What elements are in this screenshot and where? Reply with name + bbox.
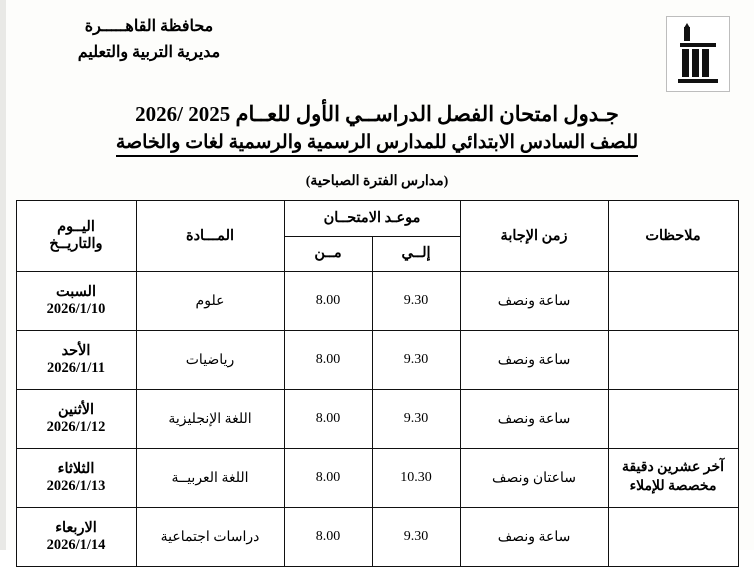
table-header-row-1 (16, 201, 738, 237)
cell-subject: اللغة العربيــة (136, 449, 284, 508)
header-authority (24, 14, 274, 67)
header-answer-time: زمن الإجابة (460, 201, 608, 272)
cell-day: الاربعاء (55, 520, 97, 536)
header-day-date (16, 201, 136, 272)
cell-to: 9.30 (372, 331, 460, 390)
cell-notes (608, 508, 738, 567)
cell-answer-time: ساعة ونصف (460, 331, 608, 390)
cell-subject: اللغة الإنجليزية (136, 390, 284, 449)
title-line-2: للصف السادس الابتدائي للمدارس الرسمية والرسمية لغات والخاصة (116, 131, 638, 157)
cell-day: الثلاثاء (57, 461, 95, 477)
exam-schedule-table (16, 200, 739, 567)
cell-from: 8.00 (284, 449, 372, 508)
cell-date: 2026/1/11 (46, 360, 105, 376)
cell-from: 8.00 (284, 508, 372, 567)
cell-date: 2026/1/12 (46, 419, 106, 435)
cell-day: السبت (56, 284, 96, 300)
cell-from: 8.00 (284, 390, 372, 449)
cell-notes (608, 331, 738, 390)
cell-answer-time: ساعة ونصف (460, 508, 608, 567)
cell-day-date (16, 508, 136, 567)
table-body (16, 272, 738, 567)
document-header (0, 0, 754, 92)
cell-from: 8.00 (284, 272, 372, 331)
table-row (16, 508, 738, 567)
cell-answer-time: ساعة ونصف (460, 390, 608, 449)
cell-day-date (16, 272, 136, 331)
logo-container (666, 14, 730, 92)
table-row (16, 331, 738, 390)
cell-notes (608, 272, 738, 331)
header-to: إلــي (372, 236, 460, 272)
cell-answer-time: ساعة ونصف (460, 272, 608, 331)
cell-day: الأحد (61, 343, 91, 359)
header-subject: المـــادة (136, 201, 284, 272)
cell-subject: رياضيات (136, 331, 284, 390)
header-notes: ملاحظات (608, 201, 738, 272)
cell-answer-time: ساعتان ونصف (460, 449, 608, 508)
cell-day: الأثنين (57, 402, 95, 418)
cell-to: 9.30 (372, 272, 460, 331)
cell-notes: آخر عشرين دقيقة مخصصة للإملاء (608, 449, 738, 508)
cell-to: 9.30 (372, 390, 460, 449)
cell-day-date (16, 390, 136, 449)
table-row (16, 390, 738, 449)
cell-notes (608, 390, 738, 449)
cell-day-date (16, 331, 136, 390)
cell-subject: دراسات اجتماعية (136, 508, 284, 567)
header-exam-time: موعـد الامتحــان (284, 201, 460, 237)
cell-subject: علوم (136, 272, 284, 331)
cell-to: 10.30 (372, 449, 460, 508)
header-date: والتاريــخ (49, 236, 103, 252)
governorate-name: محافظة القاهـــــرة (84, 18, 214, 35)
table-row (16, 449, 738, 508)
cell-date: 2026/1/10 (46, 301, 106, 317)
header-from: مــن (284, 236, 372, 272)
cell-date: 2026/1/14 (46, 537, 106, 553)
document-title (0, 102, 754, 157)
government-emblem-icon (666, 16, 730, 92)
directorate-name: مديرية التربية والتعليم (77, 44, 221, 62)
cell-to: 9.30 (372, 508, 460, 567)
document-subtitle: (مدارس الفترة الصباحية) (305, 174, 449, 189)
cell-date: 2026/1/13 (46, 478, 106, 494)
title-line-1: جـدول امتحان الفصل الدراســي الأول للعــام 2025 /2026 (135, 102, 619, 126)
header-day: اليــوم (57, 219, 95, 235)
cell-day-date (16, 449, 136, 508)
table-row (16, 272, 738, 331)
cell-from: 8.00 (284, 331, 372, 390)
